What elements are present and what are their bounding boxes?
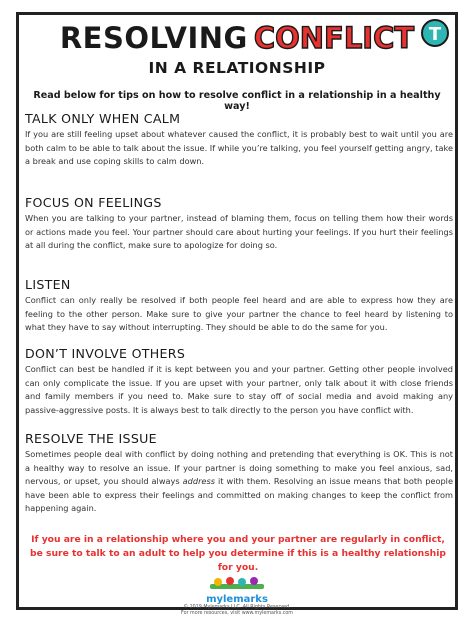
resources-link-text[interactable]: For more resources, visit www.mylemarks.com [181, 611, 293, 616]
section-dont-involve-others [25, 346, 453, 417]
teacher-badge-icon: T [421, 19, 449, 47]
page-title [19, 21, 455, 55]
section-listen [25, 277, 453, 335]
section-title: FOCUS ON FEELINGS [25, 195, 162, 210]
section-body: If you are still feeling upset about whatever caused the conflict, it is probably best to wait until you are both calm to be able to talk about the issue. If while you’re talking, you feel yourself getting angry, take a break and use coping skills to calm down. [25, 129, 453, 167]
safety-warning: If you are in a relationship where you and your partner are regularly in conflict, be sure to talk to an adult to help you determine if this is a healthy relationship for you. [30, 534, 446, 573]
logo-wordmark: mylemarks [206, 594, 268, 605]
page-subtitle: IN A RELATIONSHIP [148, 59, 326, 77]
section-body: Conflict can best be handled if it is kept between you and your partner. Getting other people involved can only complicate the issue. If you are upset with your partner, only talk about it with close friends and family members if you need to. Make sure to stay off of social media and avoid making any passive-aggressive posts. It is always best to talk directly to the person you have conflict with. [25, 364, 453, 415]
section-focus-on-feelings [25, 195, 453, 253]
section-body: Conflict can only really be resolved if both people feel heard and are able to express how they are feeling to the other person. Make sure to give your partner the chance to feel heard by listening to what they have to say without interrupting. They should be able to do the same for you. [25, 295, 453, 333]
section-title: DON’T INVOLVE OTHERS [25, 346, 186, 361]
worksheet-page [16, 12, 458, 616]
title-part-2: CONFLICT [253, 21, 415, 55]
section-body: When you are talking to your partner, instead of blaming them, focus on telling them how their words or actions made you feel. Your partner should care about hurting your feelings. If you hurt their feelings at all during the conflict, make sure to apologize for doing so. [25, 213, 453, 251]
footer [19, 575, 455, 617]
intro-text: Read below for tips on how to resolve conflict in a relationship in a healthy way! [33, 90, 441, 112]
section-title: LISTEN [25, 277, 71, 292]
title-part-1: RESOLVING [59, 21, 248, 55]
logo-icon [206, 575, 268, 589]
emphasized-word: address [182, 476, 216, 487]
section-title: RESOLVE THE ISSUE [25, 431, 157, 446]
copyright-text: © 2019 Mylemarks LLC. All Rights Reserved. [183, 605, 291, 610]
section-talk-only-when-calm [25, 111, 453, 169]
section-title: TALK ONLY WHEN CALM [25, 111, 181, 126]
section-body: Sometimes people deal with conflict by doing nothing and pretending that everything is OK. This is not a healthy way to resolve an issue. If your partner is doing something to make you feel anxious, sad, nervous, or upset, you should always address it with them. Resolving an issue means that both people have been able to express their feelings and committed on making changes to keep the conflict from happening again. [25, 449, 453, 514]
section-resolve-the-issue [25, 431, 453, 516]
